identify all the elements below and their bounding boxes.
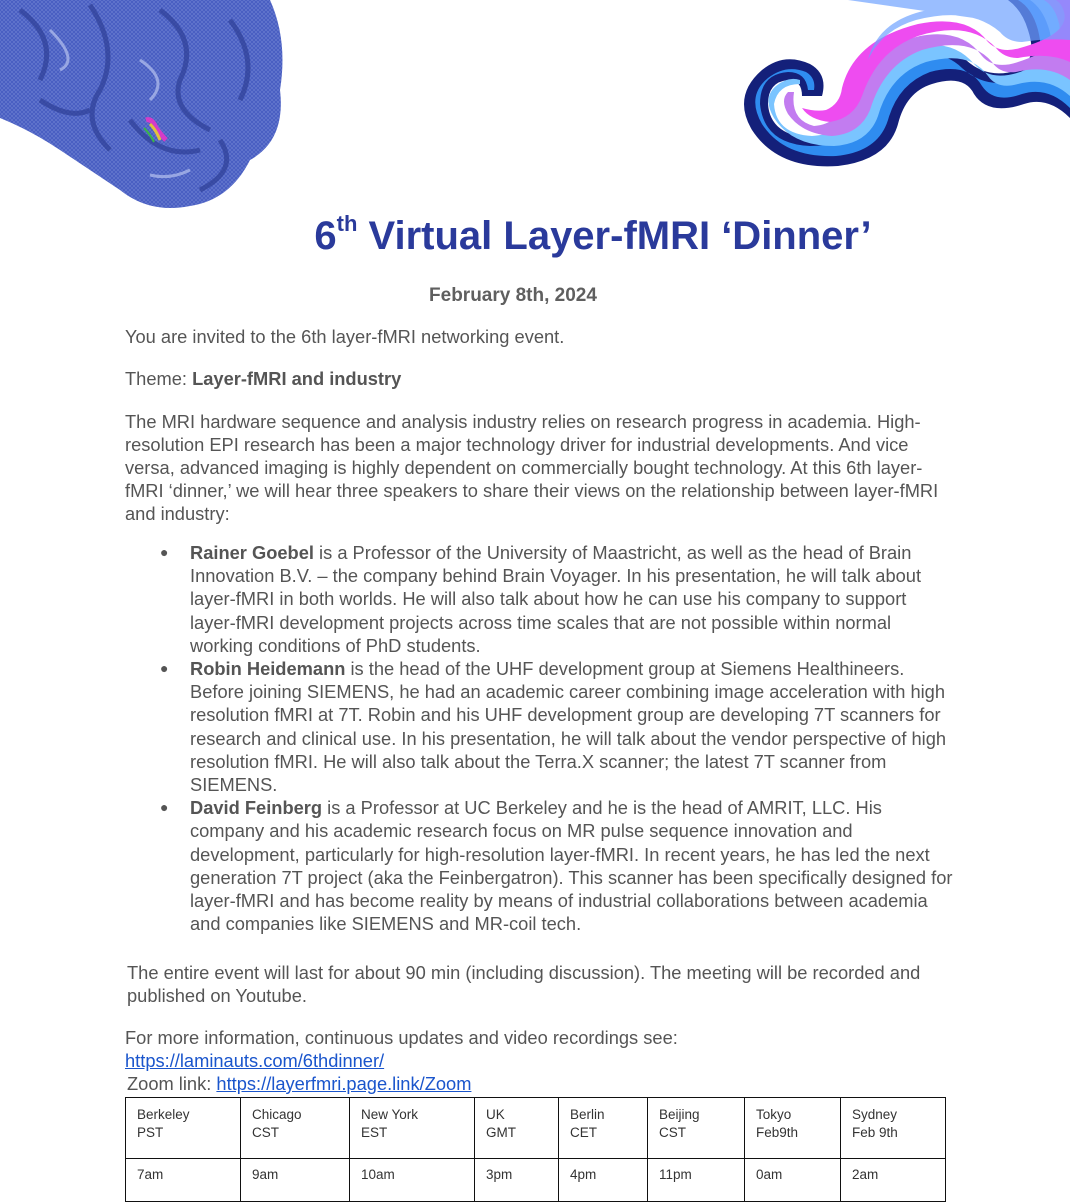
zone-name: PST bbox=[137, 1125, 164, 1140]
laminauts-link[interactable]: https://laminauts.com/6thdinner/ bbox=[125, 1050, 385, 1071]
speaker-name: David Feinberg bbox=[190, 797, 323, 819]
time-cell: 10am bbox=[350, 1159, 475, 1202]
city-name: Chicago bbox=[252, 1107, 302, 1122]
speaker-bio: is a Professor of the University of Maastricht, as well as the head of Brain Innovation B.V. – the company behind Brain Voyager. In his presentation, he will talk about layer-fMRI in both worlds. He will also talk about how he can use his company to support layer-fMRI development projects across time scales that are not possible within normal working conditions of PhD students. bbox=[190, 542, 922, 656]
brain-surface-image bbox=[0, 0, 290, 212]
theme-value: Layer-fMRI and industry bbox=[192, 368, 402, 389]
title-suffix: th bbox=[336, 210, 358, 236]
timezone-cell bbox=[841, 1098, 946, 1159]
speaker-list bbox=[125, 541, 955, 935]
zone-name: Feb 9th bbox=[852, 1125, 898, 1140]
zoom-link[interactable]: https://layerfmri.page.link/Zoom bbox=[216, 1073, 472, 1094]
zone-name: CST bbox=[252, 1125, 279, 1140]
zone-name: CST bbox=[659, 1125, 686, 1140]
event-title bbox=[0, 210, 1070, 259]
timezone-time-row bbox=[126, 1159, 946, 1202]
more-info-link-line bbox=[125, 1049, 955, 1072]
layer-swirl-image bbox=[718, 0, 1070, 172]
zone-name: GMT bbox=[486, 1125, 516, 1140]
city-name: New York bbox=[361, 1107, 419, 1122]
timezone-cell bbox=[126, 1098, 241, 1159]
title-number: 6 bbox=[314, 214, 337, 258]
city-name: Berkeley bbox=[137, 1107, 190, 1122]
intro-text: You are invited to the 6th layer-fMRI networking event. bbox=[125, 326, 565, 347]
speaker-item bbox=[125, 541, 955, 657]
speaker-bio: is a Professor at UC Berkeley and he is the head of AMRIT, LLC. His company and his academic research focus on MR pulse sequence innovation and development, particularly for high-resolution layer-fMRI. In recent years, he has led the next generation 7T project (aka the Feinbergatron). This scanner has been specifically designed for layer-fMRI and has become reality by means of industrial collaborations between academia and companies like SIEMENS and MR-coil tech. bbox=[190, 797, 953, 935]
speaker-item bbox=[125, 657, 955, 796]
city-name: Sydney bbox=[852, 1107, 898, 1122]
time-cell: 9am bbox=[241, 1159, 350, 1202]
bullet-icon: ● bbox=[160, 660, 169, 677]
time-cell: 11pm bbox=[648, 1159, 745, 1202]
speaker-name: Robin Heidemann bbox=[190, 658, 346, 680]
speaker-name: Rainer Goebel bbox=[190, 542, 314, 563]
time-cell: 3pm bbox=[475, 1159, 559, 1202]
timezone-cell bbox=[475, 1098, 559, 1159]
duration-text: The entire event will last for about 90 min (including discussion). The meeting will be recorded and published on Youtube. bbox=[127, 962, 921, 1006]
event-date: February 8th, 2024 bbox=[429, 285, 597, 306]
zone-name: CET bbox=[570, 1125, 597, 1140]
time-cell: 4pm bbox=[559, 1159, 648, 1202]
zone-name: Feb9th bbox=[756, 1125, 799, 1140]
timezone-cell bbox=[241, 1098, 350, 1159]
city-name: Beijing bbox=[659, 1107, 700, 1122]
timezone-cell bbox=[559, 1098, 648, 1159]
zoom-line bbox=[127, 1072, 957, 1095]
timezone-cell bbox=[745, 1098, 841, 1159]
theme-line bbox=[125, 367, 955, 390]
description-text: The MRI hardware sequence and analysis industry relies on research progress in academia. High-resolution EPI research has been a major technology driver for industrial developments. And vice versa, advanced imaging is highly dependent on commercially bought technology. At this 6th layer-fMRI ‘dinner,’ we will hear three speakers to share their views on the relationship between layer-fMRI and industry: bbox=[125, 411, 939, 524]
bullet-icon: ● bbox=[160, 799, 169, 816]
zone-name: EST bbox=[361, 1125, 388, 1140]
zoom-label: Zoom link: bbox=[127, 1073, 217, 1094]
timezone-table bbox=[125, 1097, 946, 1202]
timezone-cell bbox=[350, 1098, 475, 1159]
time-cell: 2am bbox=[841, 1159, 946, 1202]
title-text: Virtual Layer-fMRI ‘Dinner’ bbox=[357, 214, 872, 258]
more-info-label: For more information, continuous updates and video recordings see: bbox=[125, 1027, 678, 1048]
speaker-item bbox=[125, 796, 955, 935]
timezone-cell bbox=[648, 1098, 745, 1159]
time-cell: 7am bbox=[126, 1159, 241, 1202]
city-name: Tokyo bbox=[756, 1107, 792, 1122]
city-name: UK bbox=[486, 1107, 505, 1122]
theme-label: Theme: bbox=[125, 368, 193, 389]
time-cell: 0am bbox=[745, 1159, 841, 1202]
timezone-header-row bbox=[126, 1098, 946, 1159]
bullet-icon: ● bbox=[160, 544, 169, 560]
city-name: Berlin bbox=[570, 1107, 605, 1122]
speaker-bio: is the head of the UHF development group at Siemens Healthineers. Before joining SIEMENS, he had an academic career combining image acceleration with high resolution fMRI at 7T. Robin and his UHF development group are developing 7T scanners for research and clinical use. In his presentation, he will talk about the vendor perspective of high resolution fMRI. He will also talk about the Terra.X scanner; the latest 7T scanner from SIEMENS. bbox=[190, 658, 947, 796]
